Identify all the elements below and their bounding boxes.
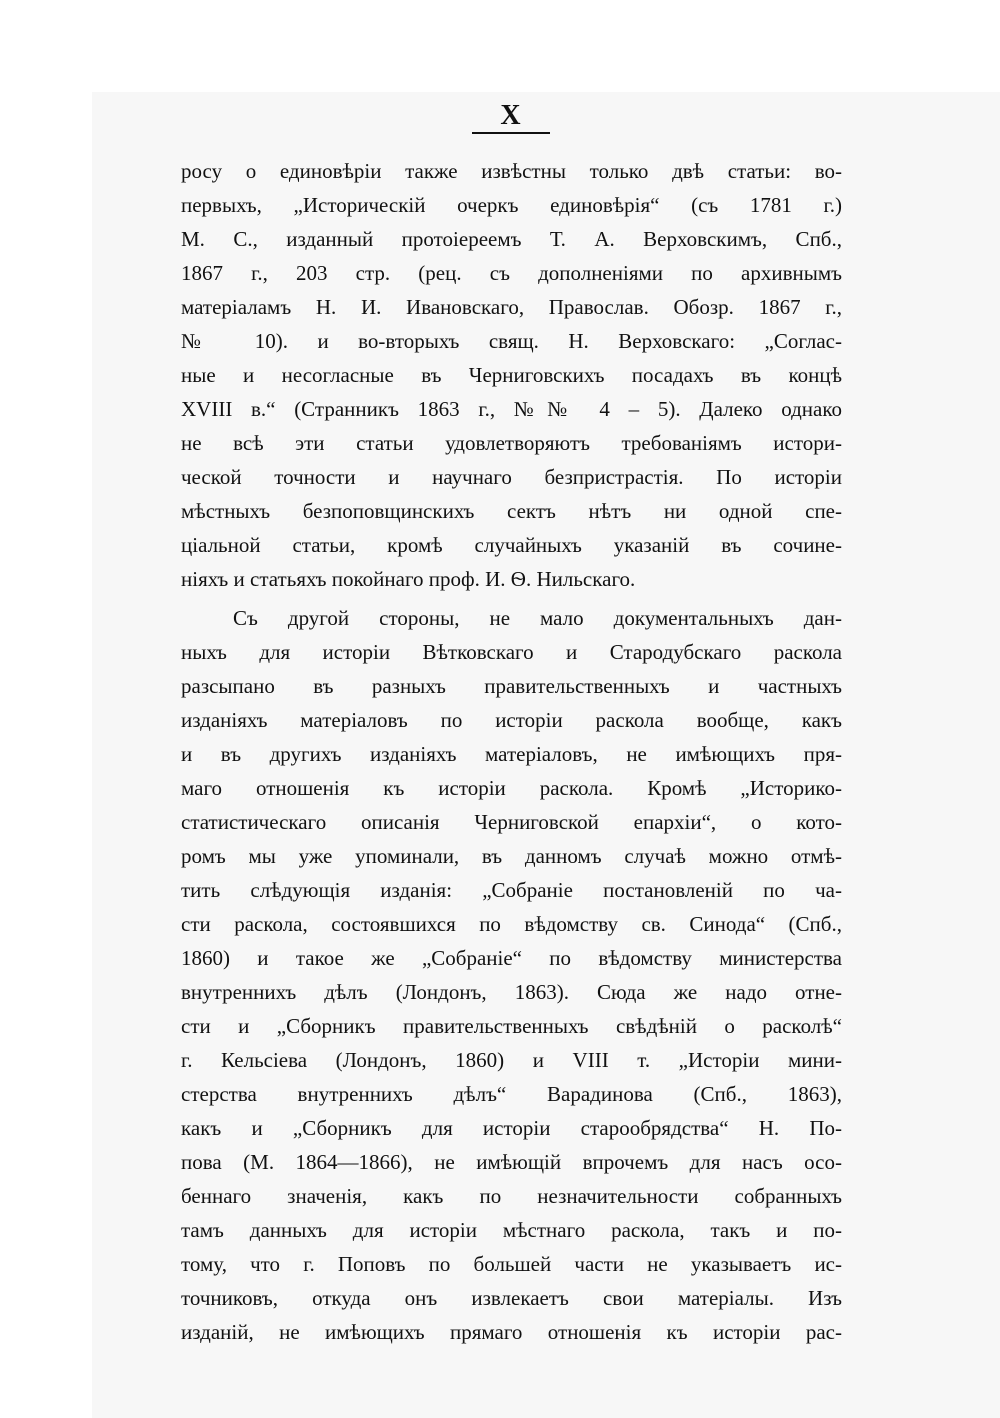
text-line: росу о единовѣріи также извѣстны только двѣ статьи: во- [181, 159, 842, 183]
text-line: внутреннихъ дѣлъ (Лондонъ, 1863). Сюда же надо отне- [181, 980, 842, 1004]
text-line: изданіяхъ матеріаловъ по исторіи раскола вообще, какъ [181, 708, 842, 732]
page-number: X [500, 100, 522, 131]
page-number-underline [472, 132, 550, 134]
text-line: тамъ данныхъ для исторіи мѣстнаго раскола, такъ и по- [181, 1218, 842, 1242]
text-line: мѣстныхъ безпоповщинскихъ сектъ нѣтъ ни одной спе- [181, 499, 842, 523]
text-line: не всѣ эти статьи удовлетворяютъ требованіямъ истори- [181, 431, 842, 455]
text-line: ціальной статьи, кромѣ случайныхъ указаній въ сочине- [181, 533, 842, 557]
text-line: тить слѣдующія изданія: „Собраніе постановленій по ча- [181, 878, 842, 902]
text-line: матеріаламъ Н. И. Ивановскаго, Православ. Обозр. 1867 г., [181, 295, 842, 319]
text-line: пова (М. 1864—1866), не имѣющій впрочемъ для насъ осо- [181, 1150, 842, 1174]
text-line: сти и „Сборникъ правительственныхъ свѣдѣній о расколѣ“ [181, 1014, 842, 1038]
text-line: г. Кельсіева (Лондонъ, 1860) и VIII т. „Исторіи мини- [181, 1048, 842, 1072]
text-line: стерства внутреннихъ дѣлъ“ Варадинова (Спб., 1863), [181, 1082, 842, 1106]
text-line: тому, что г. Поповъ по большей части не указываетъ ис- [181, 1252, 842, 1276]
text-line: 1867 г., 203 стр. (рец. съ дополненіями по архивнымъ [181, 261, 842, 285]
text-line: разсыпано въ разныхъ правительственныхъ и частныхъ [181, 674, 842, 698]
text-line: М. С., изданный протоіереемъ Т. А. Верховскимъ, Спб., [181, 227, 842, 251]
text-line: статистическаго описанія Черниговской епархіи“, о кото- [181, 810, 842, 834]
text-line: какъ и „Сборникъ для исторіи старообрядства“ Н. По- [181, 1116, 842, 1140]
text-line: ные и несогласные въ Черниговскихъ посадахъ въ концѣ [181, 363, 842, 387]
text-line: Съ другой стороны, не мало документальныхъ дан- [233, 606, 842, 630]
text-line: изданій, не имѣющихъ прямаго отношенія къ исторіи рас- [181, 1320, 842, 1344]
text-line: 1860) и такое же „Собраніе“ по вѣдомству министерства [181, 946, 842, 970]
text-line: № 10). и во-вторыхъ свящ. Н. Верховскаго: „Соглас- [181, 329, 842, 353]
text-line: ныхъ для исторіи Вѣтковскаго и Стародубскаго раскола [181, 640, 842, 664]
text-line: беннаго значенія, какъ по незначительности собранныхъ [181, 1184, 842, 1208]
text-line: первыхъ, „Историческій очеркъ единовѣрія“ (съ 1781 г.) [181, 193, 842, 217]
text-line: и въ другихъ изданіяхъ матеріаловъ, не имѣющихъ пря- [181, 742, 842, 766]
paragraph-2 [181, 601, 842, 1349]
paragraph-1 [181, 154, 842, 596]
text-line: XVIII в.“ (Странникъ 1863 г., №№ 4 – 5). Далеко однако [181, 397, 842, 421]
body-text [181, 154, 842, 1349]
text-line: ромъ мы уже упоминали, въ данномъ случаѣ можно отмѣ- [181, 844, 842, 868]
text-line: ніяхъ и статьяхъ покойнаго проф. И. Ѳ. Нильскаго. [181, 567, 636, 591]
text-line: ческой точности и научнаго безпристрастія. По исторіи [181, 465, 842, 489]
text-line: точниковъ, откуда онъ извлекаетъ свои матеріалы. Изъ [181, 1286, 842, 1310]
text-line: сти раскола, состоявшихся по вѣдомству св. Синода“ (Спб., [181, 912, 842, 936]
text-line: маго отношенія къ исторіи раскола. Кромѣ „Историко- [181, 776, 842, 800]
